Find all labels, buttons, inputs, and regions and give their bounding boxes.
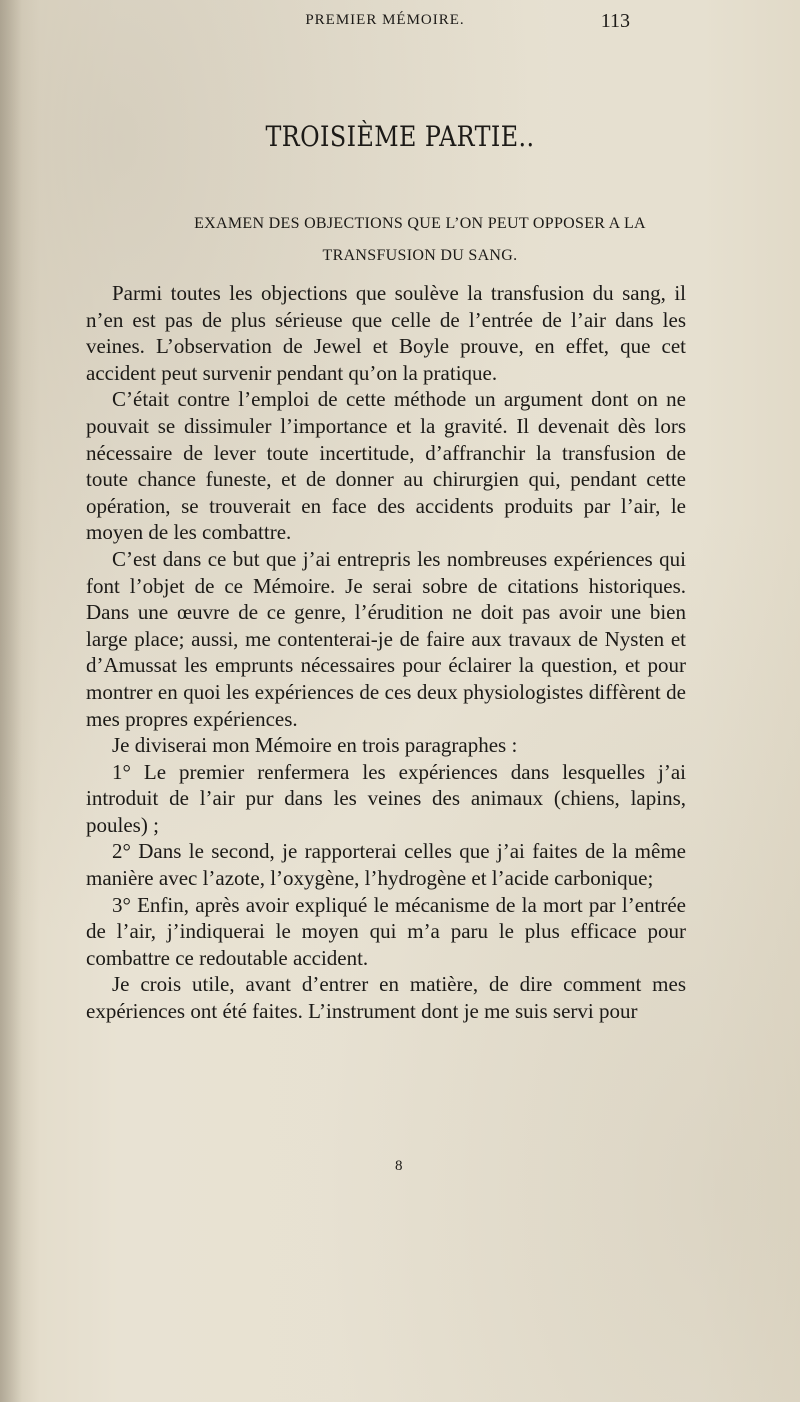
paragraph: C’est dans ce but que j’ai entrepris les nombreuses expériences qui font l’objet de ce Mémoire. Je serai sobre de citations historiques. Dans une œuvre de ce genre, l’érudition ne doit pas avoir une bien large place; aussi, me contenterai-je de faire aux travaux de Nysten et d’Amussat les emprunts nécessaires pour éclairer la question, et pour montrer en quoi les expériences de ces deux physiologistes diffèrent de mes propres expériences. <box>86 546 686 731</box>
paragraph: Je diviserai mon Mémoire en trois paragraphes : <box>112 733 518 758</box>
body-text <box>86 280 686 1025</box>
signature-mark: 8 <box>395 1158 403 1174</box>
running-title: PREMIER MÉMOIRE. <box>305 12 465 28</box>
paragraph: Parmi toutes les objections que soulève la transfusion du sang, il n’en est pas de plus sérieuse que celle de l’entrée de l’air dans les veines. L’observation de Jewel et Boyle prouve, en effet, que cet accident peut survenir pendant qu’on la pratique. <box>86 281 686 385</box>
paragraph: Je crois utile, avant d’entrer en matière, de dire comment mes expériences ont été faites. L’instrument dont je me suis servi pour <box>86 972 686 1024</box>
binding-shadow <box>0 0 22 1402</box>
running-head <box>0 8 800 38</box>
part-title: TROISIÈME PARTIE.. <box>265 120 535 153</box>
list-paragraph: 1° Le premier renfermera les expériences dans lesquelles j’ai introduit de l’air pur dans les veines des animaux (chiens, lapins, poules) ; <box>86 759 686 837</box>
list-paragraph: 3° Enfin, après avoir expliqué le mécanisme de la mort par l’entrée de l’air, j’indiquerai le moyen qui m’a paru le plus efficace pour combattre ce redoutable accident. <box>86 892 686 970</box>
page-number: 113 <box>600 10 630 32</box>
section-title: EXAMEN DES OBJECTIONS QUE L’ON PEUT OPPOSER A LA TRANSFUSION DU SANG. <box>194 215 646 264</box>
paragraph: C’était contre l’emploi de cette méthode un argument dont on ne pouvait se dissimuler l’importance et la gravité. Il devenait dès lors nécessaire de lever toute incertitude, d’affranchir la transfusion de toute chance funeste, et de donner au chirurgien qui, pendant cette opération, se trouverait en face des accidents produits par l’air, le moyen de les combattre. <box>86 387 686 545</box>
list-paragraph: 2° Dans le second, je rapporterai celles que j’ai faites de la même manière avec l’azote, l’oxygène, l’hydrogène et l’acide carbonique; <box>86 839 686 891</box>
